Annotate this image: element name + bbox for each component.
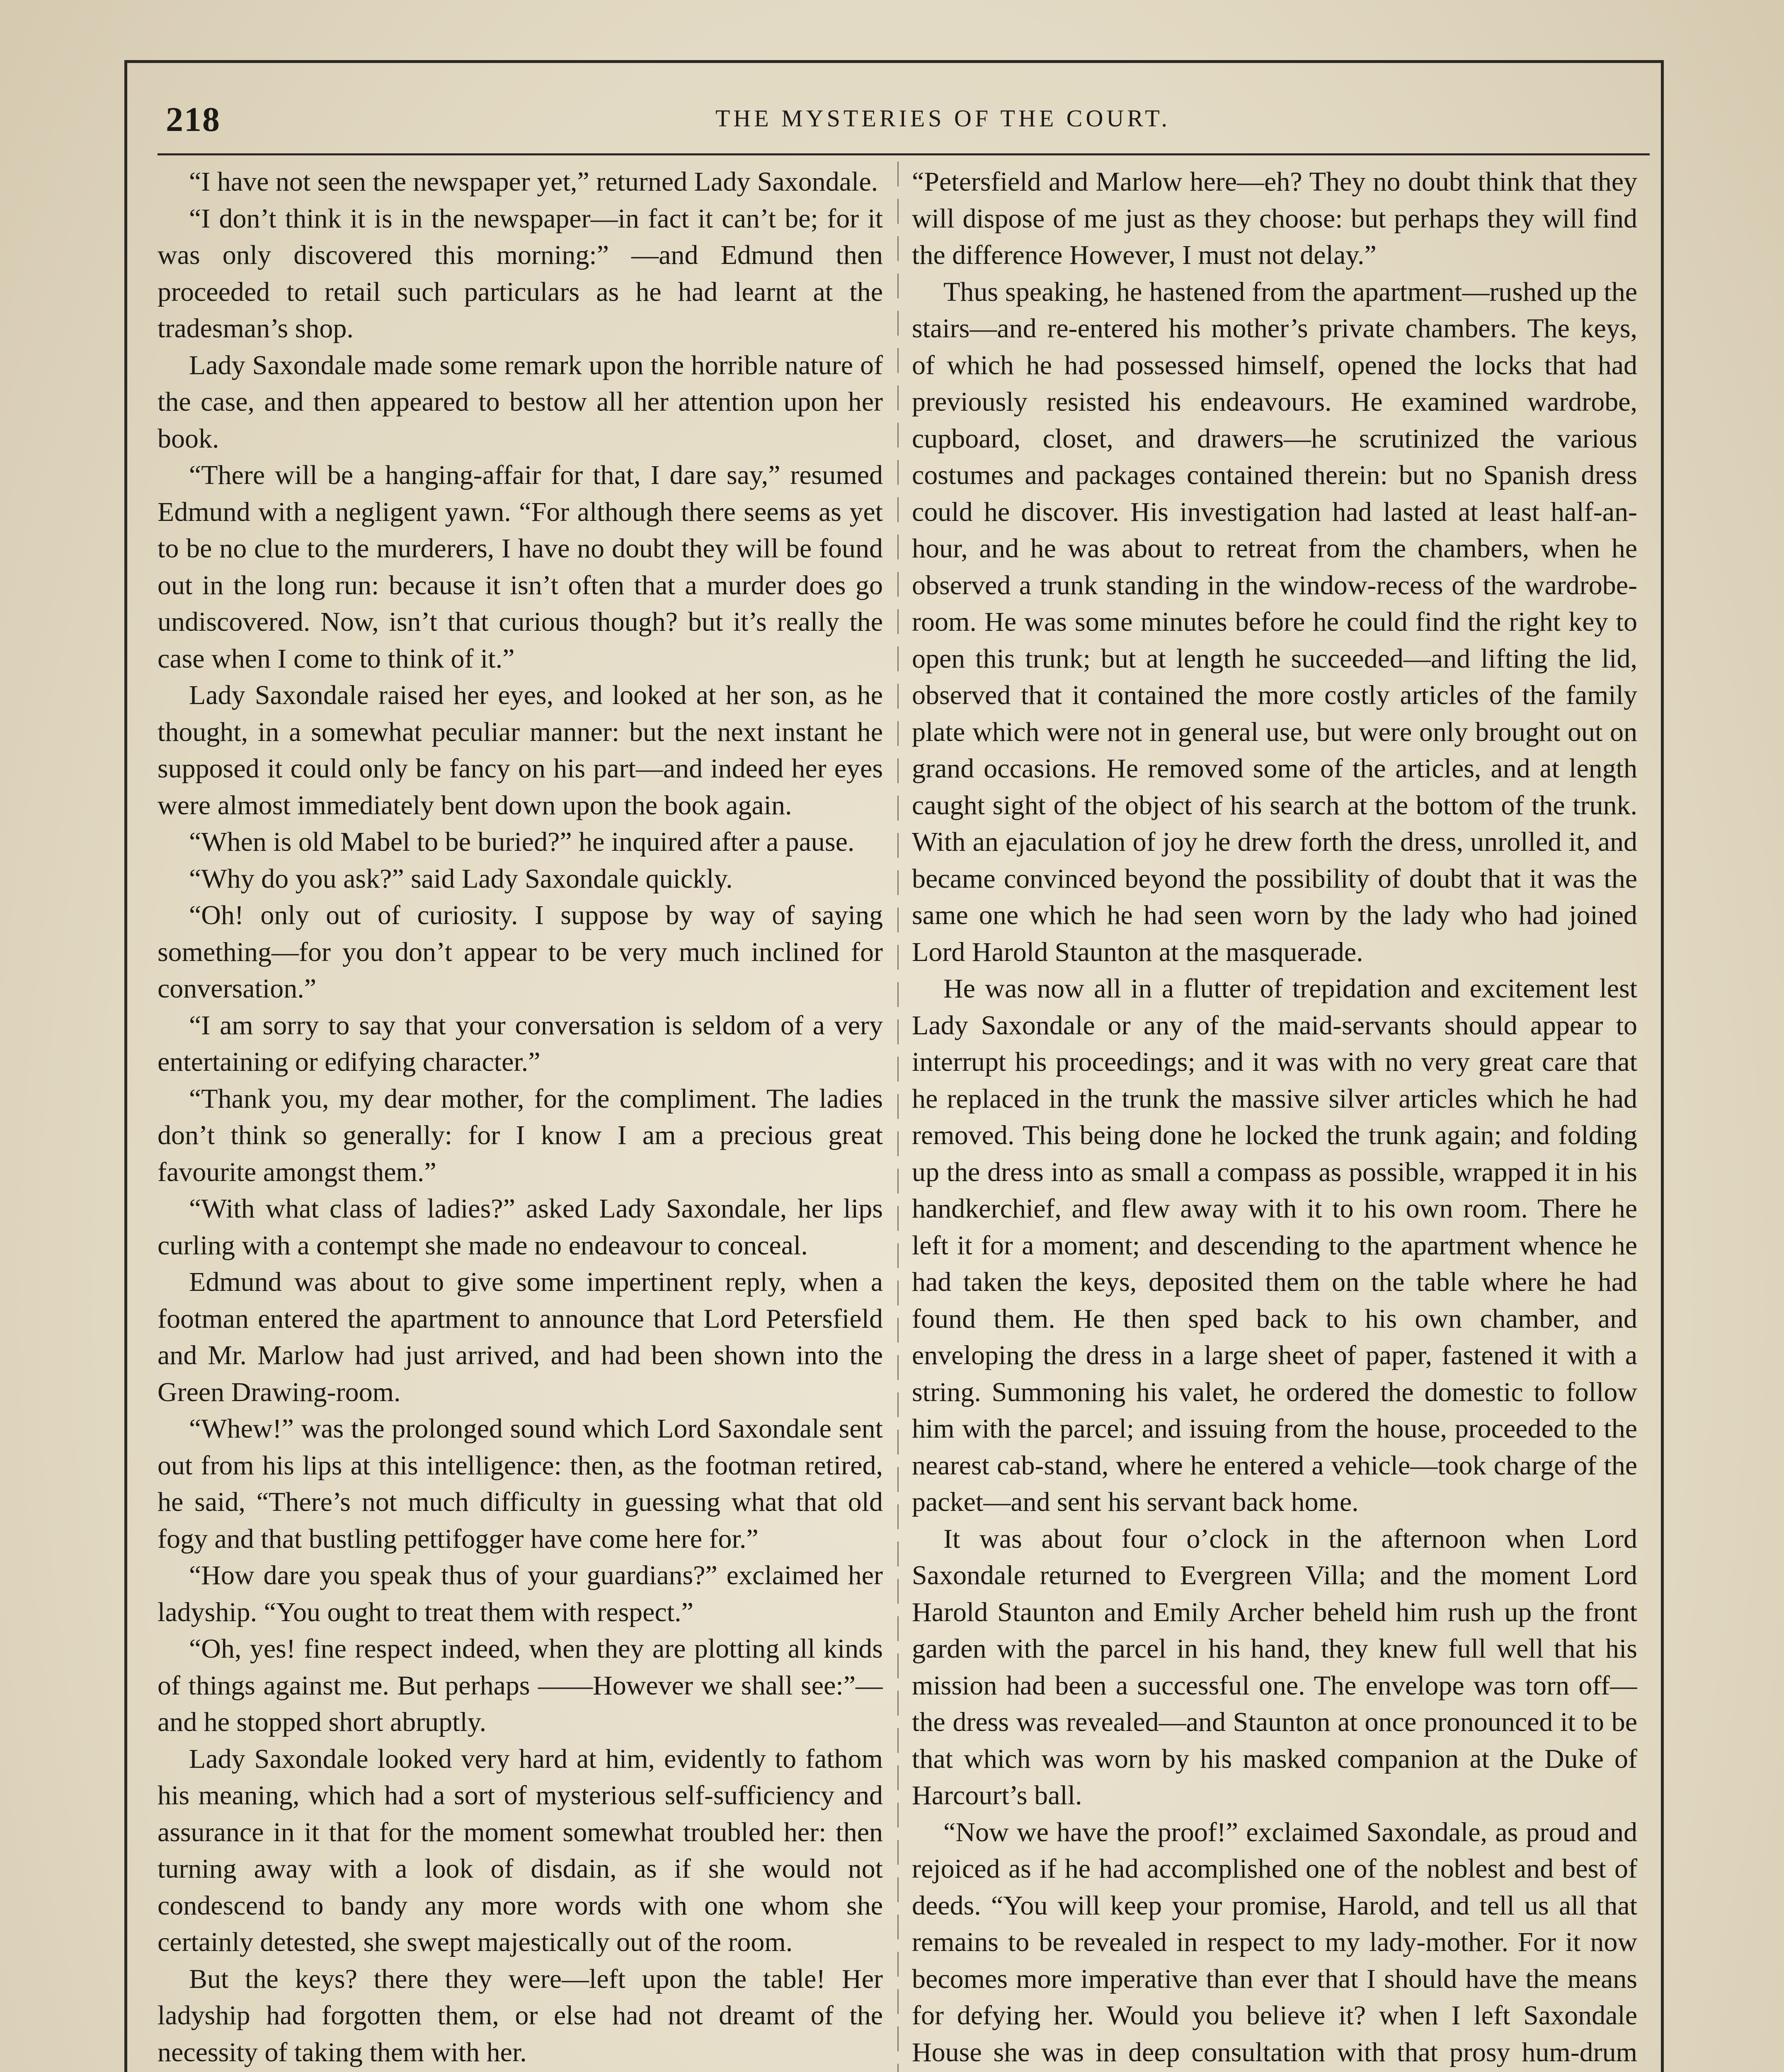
paragraph: “Oh! only out of curiosity. I suppose by way of saying something—for you don’t appear to be very much inclined for conversation.” <box>158 900 883 1004</box>
paragraph: “There will be a hanging-affair for that, I dare say,” resumed Edmund with a negligent yawn. “For although there seems as yet to be no clue to the murderers, I have no doubt they will be found out in the long run: because it isn’t often that a murder does go undiscovered. Now, isn’t that curious though? but it’s really the case when I come to think of it.” <box>158 460 883 674</box>
left-column <box>158 164 883 2072</box>
paragraph: “Now we have the proof!” exclaimed Saxondale, as proud and rejoiced as if he had accomplished one of the noblest and best of deeds. “You will keep your promise, Harold, and tell us all that remains to be revealed in respect to my lady-mother. For it now becomes more imperative than ever that I should have the means for defying her. Would you believe it? when I left Saxondale House she was in deep consultation with that prosy hum-drum <box>912 1817 1637 2067</box>
paragraph: Thus speaking, he hastened from the apartment—rushed up the stairs—and re-entered his mother’s private chambers. The keys, of which he had possessed himself, opened the locks that had previously resisted his endeavours. He examined wardrobe, cupboard, closet, and drawers—he scrutinized the various costumes and packages contained therein: but no Spanish dress could he discover. His investigation had lasted at least half-an-hour, and he was about to retreat from the chambers, when he observed a trunk standing in the window-recess of the wardrobe-room. He was some minutes before he could find the right key to open this trunk; but at length he succeeded—and lifting the lid, observed that it contained the more costly articles of the family plate which were not in general use, but were only brought out on grand occasions. He removed some of the articles, and at length caught sight of the object of his search at the bottom of the trunk. With an ejaculation of joy he drew forth the dress, unrolled it, and became convinced beyond the possibility of doubt that it was the same one which he had seen worn by the lady who had joined Lord Harold Staunton at the masquerade. <box>912 276 1637 967</box>
paragraph: “Why do you ask?” said Lady Saxondale quickly. <box>189 863 733 894</box>
right-column <box>912 164 1637 2072</box>
paragraph: Lady Saxondale looked very hard at him, evidently to fathom his meaning, which had a sort of mysterious self-sufficiency and assurance in it that for the moment somewhat troubled her: then turning away with a look of disdain, as if she would not condescend to bandy any more words with one whom she certainly detested, she swept majestically out of the room. <box>158 1743 883 1957</box>
paragraph: It was about four o’clock in the afternoon when Lord Saxondale returned to Evergreen Villa; and the moment Lord Harold Staunton and Emily Archer beheld him rush up the front garden with the parcel in his hand, they knew full well that his mission had been a successful one. The envelope was torn off—the dress was revealed—and Staunton at once pronounced it to be that which was worn by his masked companion at the Duke of Harcourt’s ball. <box>912 1523 1637 1811</box>
column-divider <box>897 162 899 2072</box>
paragraph: “Oh, yes! fine respect indeed, when they are plotting all kinds of things against me. But perhaps ——However we shall see:”—and he stopped short abruptly. <box>158 1634 883 1737</box>
paragraph: Lady Saxondale raised her eyes, and looked at her son, as he thought, in a somewhat peculiar manner: but the next instant he supposed it could only be fancy on his part—and indeed her eyes were almost immediately bent down upon the book again. <box>158 680 883 821</box>
running-head: THE MYSTERIES OF THE COURT. <box>715 105 1171 132</box>
paragraph: “When is old Mabel to be buried?” he inquired after a pause. <box>189 827 855 857</box>
paragraph: “Petersfield and Marlow here—eh? They no doubt think that they will dispose of me just as they choose: but perhaps they will find the difference However, I must not delay.” <box>912 167 1637 270</box>
page-number: 218 <box>166 100 221 139</box>
paragraph: “I don’t think it is in the newspaper—in fact it can’t be; for it was only discovered this morning:” —and Edmund then proceeded to retail such particulars as he had learnt at the tradesman’s shop. <box>158 203 883 344</box>
page-header <box>166 99 1650 149</box>
header-rule <box>158 153 1650 155</box>
paragraph: “How dare you speak thus of your guardians?” exclaimed her ladyship. “You ought to treat them with respect.” <box>158 1560 883 1627</box>
paragraph: “I have not seen the newspaper yet,” returned Lady Saxondale. <box>189 167 878 197</box>
paragraph: Edmund was about to give some impertinent reply, when a footman entered the apartment to announce that Lord Petersfield and Mr. Marlow had just arrived, and had been shown into the Green Drawing-room. <box>158 1267 883 1407</box>
paragraph: “With what class of ladies?” asked Lady Saxondale, her lips curling with a contempt she made no endeavour to conceal. <box>158 1193 883 1261</box>
paragraph: “Whew!” was the prolonged sound which Lord Saxondale sent out from his lips at this intelligence: then, as the footman retired, he said, “There’s not much difficulty in guessing what that old fogy and that bustling pettifogger have come here for.” <box>158 1414 883 1554</box>
paragraph: He was now all in a flutter of trepidation and excitement lest Lady Saxondale or any of the maid-servants should appear to interrupt his proceedings; and it was with no very great care that he replaced in the trunk the massive silver articles which he had removed. This being done he locked the trunk again; and folding up the dress into as small a compass as possible, wrapped it in his handkerchief, and flew away with it to his own room. There he left it for a moment; and descending to the apartment whence he had taken the keys, deposited them on the table where he had found them. He then sped back to his own chamber, and enveloping the dress in a large sheet of paper, fastened it with a string. Summoning his valet, he ordered the domestic to follow him with the parcel; and issuing from the house, proceeded to the nearest cab-stand, where he entered a vehicle—took charge of the packet—and sent his servant back home. <box>912 973 1637 1517</box>
paragraph: But the keys? there they were—left upon the table! Her ladyship had forgotten them, or else had not dreamt of the necessity of taking them with her. <box>158 1963 883 2067</box>
paragraph: “Thank you, my dear mother, for the compliment. The ladies don’t think so generally: for I know I am a precious great favourite amongst them.” <box>158 1083 883 1187</box>
paragraph: “I am sorry to say that your conversation is seldom of a very entertaining or edifying character.” <box>158 1010 883 1077</box>
paragraph: Lady Saxondale made some remark upon the horrible nature of the case, and then appeared to bestow all her attention upon her book. <box>158 350 883 454</box>
